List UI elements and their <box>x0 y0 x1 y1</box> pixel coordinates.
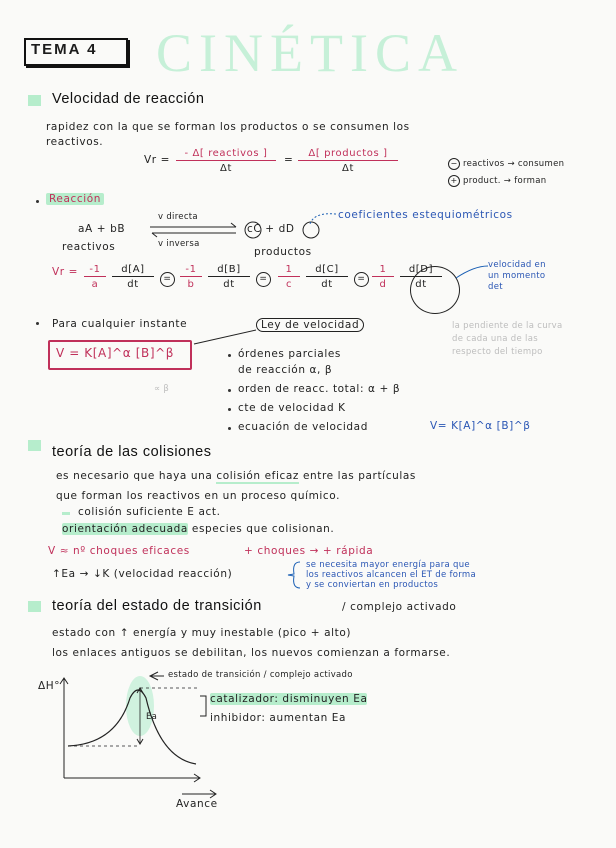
list-dot <box>228 408 231 411</box>
note-line: los reactivos alcancen el ET de forma <box>306 570 477 580</box>
velocidad-arrow <box>450 262 490 282</box>
colision-eficaz: colisión eficaz <box>216 470 300 482</box>
section-heading-colisiones: teoría de las colisiones <box>52 444 212 460</box>
rate-coef <box>84 264 106 290</box>
rate-v-label: Vr = <box>52 266 79 278</box>
section-bullet <box>28 440 41 451</box>
colisiones-line-2: que forman los reactivos en un proceso químico. <box>56 490 341 502</box>
complejo-activado-sub: / complejo activado <box>342 601 457 613</box>
list-dot <box>36 200 39 203</box>
deriv-den: dt <box>127 279 139 290</box>
dash-bullet <box>62 512 70 515</box>
colisiones-line-1 <box>56 470 416 482</box>
equals-circle: = <box>354 272 369 287</box>
coef-num: -1 <box>84 264 106 277</box>
products: cC + dD <box>247 223 295 235</box>
coef-num: 1 <box>278 264 300 277</box>
ley-pointer <box>190 328 260 348</box>
rate-derivative <box>112 264 154 290</box>
deriv-num: d[D] <box>400 264 442 277</box>
colision-suficiente: colisión suficiente E act. <box>78 506 221 518</box>
coef-estequiometricos: coeficientes estequiométricos <box>338 209 513 221</box>
rate-fraction-reactivos <box>176 148 276 174</box>
ecuacion-formula: V= K[A]^α [B]^β <box>430 420 531 432</box>
v-directa: v directa <box>158 212 198 222</box>
page-title: CINÉTICA <box>156 23 464 83</box>
coef-den: b <box>187 279 195 290</box>
tiny-note: ∝ β <box>154 384 170 394</box>
deriv-den: dt <box>415 279 427 290</box>
ley-formula: V = K[A]^α [B]^β <box>56 346 175 360</box>
coef-den: c <box>285 279 293 290</box>
gray-note-line: la pendiente de la curva <box>452 321 563 331</box>
rate-coef <box>180 264 202 290</box>
estado-transicion-label: estado de transición / complejo activado <box>168 670 353 680</box>
list-dot <box>228 354 231 357</box>
gray-note-line: de cada una de las <box>452 334 538 344</box>
prop-choques: V ≈ nº choques eficaces <box>48 545 190 557</box>
note-plus: + product. → forman <box>448 175 546 187</box>
reaccion-label: Reacción <box>46 193 104 205</box>
coef-den: a <box>91 279 99 290</box>
prop-ea: ↑Ea → ↓K (velocidad reacción) <box>52 568 233 580</box>
ley-item: de reacción α, β <box>238 364 333 376</box>
note-line: y se conviertan en productos <box>306 580 439 590</box>
productos-label: productos <box>254 246 312 258</box>
section-heading-velocidad: Velocidad de reacción <box>52 91 205 107</box>
orientacion-adecuada: orientación adecuada <box>62 523 188 535</box>
y-axis-label: ΔH° <box>38 680 61 692</box>
coef-den: d <box>379 279 387 290</box>
transicion-line-2: los enlaces antiguos se debilitan, los nuevos comienzan a formarse. <box>52 647 451 659</box>
v-inversa: v inversa <box>158 239 200 249</box>
x-axis-label: Avance <box>176 798 218 810</box>
list-dot <box>228 389 231 392</box>
rate-coef <box>278 264 300 290</box>
ea-label: Ea <box>146 712 158 722</box>
prop-rapida: + choques → + rápida <box>244 545 374 557</box>
transicion-line-1: estado con ↑ energía y muy inestable (pico + alto) <box>52 627 352 639</box>
text-part: entre las partículas <box>299 470 416 482</box>
section-bullet <box>28 95 41 106</box>
section-heading-transicion: teoría del estado de transición <box>52 598 262 614</box>
reactivos-label: reactivos <box>62 241 116 253</box>
deriv-den: dt <box>223 279 235 290</box>
tema-label: TEMA 4 <box>31 41 98 58</box>
gray-note <box>452 320 563 359</box>
rate-derivative <box>208 264 250 290</box>
definition-line-2: reactivos. <box>46 136 104 148</box>
rate-fraction-productos <box>298 148 398 174</box>
text-part: especies que colisionan. <box>187 523 335 535</box>
equals-circle: = <box>160 272 175 287</box>
catalizador-text: catalizador: disminuyen Ea <box>210 693 368 705</box>
ley-item: ecuación de velocidad <box>238 421 368 433</box>
text-part: es necesario que haya una <box>56 470 217 482</box>
catalizador-label <box>210 693 367 705</box>
gray-note-line: respecto del tiempo <box>452 347 543 357</box>
deriv-num: d[B] <box>208 264 250 277</box>
section-bullet <box>28 601 41 612</box>
orientacion-line <box>62 523 334 535</box>
note-productos: product. → forman <box>463 176 547 186</box>
ley-item: órdenes parciales <box>238 348 341 360</box>
ley-item: cte de velocidad K <box>238 402 346 414</box>
velocidad-note: velocidad en un momento det <box>488 260 546 292</box>
list-dot <box>36 322 39 325</box>
instante-label: Para cualquier instante <box>52 318 188 330</box>
note-minus: − reactivos → consumen <box>448 158 564 170</box>
rate-derivative <box>306 264 348 290</box>
inhibidor-label: inhibidor: aumentan Ea <box>210 712 347 724</box>
energia-note <box>306 560 476 590</box>
coef-num: 1 <box>372 264 394 277</box>
note-line: se necesita mayor energía para que <box>306 560 470 570</box>
fraction-denominator: Δt <box>342 163 354 174</box>
note-brace <box>286 560 306 590</box>
equals-circle: = <box>256 272 271 287</box>
fraction-numerator: - Δ[ reactivos ] <box>176 148 276 161</box>
vr-label: Vr = <box>144 154 171 166</box>
energy-diagram <box>40 668 420 818</box>
deriv-num: d[A] <box>112 264 154 277</box>
coef-arrow <box>300 206 340 228</box>
coef-num: -1 <box>180 264 202 277</box>
list-dot <box>228 427 231 430</box>
fraction-numerator: Δ[ productos ] <box>298 148 398 161</box>
ley-velocidad-label: Ley de velocidad <box>256 318 364 332</box>
rate-coef <box>372 264 394 290</box>
note-reactivos: reactivos → consumen <box>463 159 565 169</box>
equilibrium-arrows <box>148 222 240 238</box>
ley-item: orden de reacc. total: α + β <box>238 383 401 395</box>
deriv-den: dt <box>321 279 333 290</box>
deriv-num: d[C] <box>306 264 348 277</box>
equals-sign: = <box>284 154 294 166</box>
reactants: aA + bB <box>78 223 126 235</box>
definition-line-1: rapidez con la que se forman los productos o se consumen los <box>46 121 410 133</box>
fraction-denominator: Δt <box>220 163 232 174</box>
